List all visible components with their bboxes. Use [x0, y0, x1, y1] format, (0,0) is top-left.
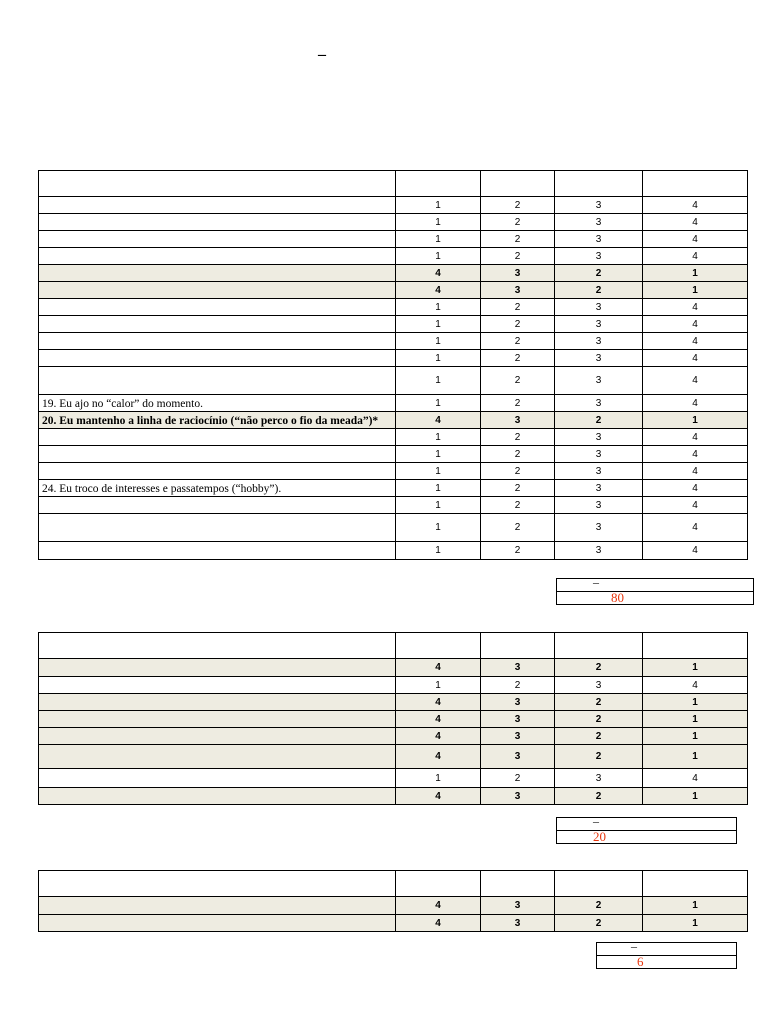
- score-option-3: 2: [555, 265, 643, 282]
- header-cell: [481, 171, 555, 197]
- score-option-2: 2: [481, 231, 555, 248]
- score-option-3: 3: [555, 333, 643, 350]
- score-option-2: 2: [481, 333, 555, 350]
- score-option-1: 1: [396, 231, 481, 248]
- score-option-4: 4: [643, 248, 748, 265]
- table-row: [39, 745, 748, 769]
- table-row: [39, 711, 748, 728]
- item-label: [39, 248, 396, 265]
- score-option-4: 1: [643, 745, 748, 769]
- score-option-2: 2: [481, 463, 555, 480]
- item-label: [39, 231, 396, 248]
- header-mark: –: [318, 46, 326, 63]
- score-option-1: 1: [396, 463, 481, 480]
- score-option-3: 3: [555, 350, 643, 367]
- item-label: [39, 677, 396, 694]
- score-option-2: 3: [481, 745, 555, 769]
- item-label: [39, 711, 396, 728]
- score-option-4: 4: [643, 231, 748, 248]
- score-option-2: 3: [481, 728, 555, 745]
- score-option-1: 1: [396, 333, 481, 350]
- score-option-1: 1: [396, 316, 481, 333]
- score-option-2: 2: [481, 429, 555, 446]
- score-box-2: [556, 814, 737, 844]
- item-label: [39, 446, 396, 463]
- score-option-4: 1: [643, 788, 748, 805]
- header-cell: [643, 171, 748, 197]
- header-cell: [555, 171, 643, 197]
- header-cell: [643, 871, 748, 897]
- item-label: 20. Eu mantenho a linha de raciocínio (“não perco o fio da meada”)*: [39, 412, 396, 429]
- score-option-2: 2: [481, 446, 555, 463]
- score-option-2: 3: [481, 412, 555, 429]
- score-option-2: 3: [481, 711, 555, 728]
- score-option-3: 3: [555, 542, 643, 560]
- score-option-1: 4: [396, 788, 481, 805]
- score-option-4: 4: [643, 197, 748, 214]
- score-box-1-value: 80: [611, 590, 624, 605]
- score-option-4: 1: [643, 897, 748, 915]
- score-option-2: 2: [481, 350, 555, 367]
- table-row: [39, 514, 748, 542]
- score-option-4: 4: [643, 463, 748, 480]
- score-option-2: 2: [481, 497, 555, 514]
- header-cell: [643, 633, 748, 659]
- score-option-1: 4: [396, 659, 481, 677]
- item-label: [39, 463, 396, 480]
- score-option-2: 3: [481, 897, 555, 915]
- score-option-1: 1: [396, 677, 481, 694]
- score-option-4: 4: [643, 350, 748, 367]
- score-option-2: 2: [481, 514, 555, 542]
- score-option-3: 2: [555, 788, 643, 805]
- table-row: [39, 282, 748, 299]
- score-option-3: 2: [555, 915, 643, 932]
- item-label: [39, 728, 396, 745]
- score-option-4: 4: [643, 446, 748, 463]
- score-option-4: 1: [643, 282, 748, 299]
- score-option-2: 2: [481, 299, 555, 316]
- item-label: [39, 299, 396, 316]
- score-option-3: 2: [555, 711, 643, 728]
- score-option-3: 3: [555, 514, 643, 542]
- score-box-3: [596, 939, 737, 969]
- score-option-1: 1: [396, 542, 481, 560]
- score-option-1: 1: [396, 197, 481, 214]
- score-option-3: 3: [555, 769, 643, 788]
- table-row: [39, 197, 748, 214]
- header-cell: [39, 633, 396, 659]
- table-header-row: [39, 871, 748, 897]
- header-cell: [396, 171, 481, 197]
- score-option-4: 4: [643, 514, 748, 542]
- table-row: [39, 463, 748, 480]
- table-row: [39, 769, 748, 788]
- item-label: [39, 659, 396, 677]
- table-row: [39, 915, 748, 932]
- score-option-2: 2: [481, 395, 555, 412]
- table-row: [39, 497, 748, 514]
- table-row: [39, 480, 748, 497]
- table-row: [39, 788, 748, 805]
- item-label: [39, 897, 396, 915]
- score-option-4: 1: [643, 659, 748, 677]
- item-label: [39, 197, 396, 214]
- score-option-3: 2: [555, 897, 643, 915]
- table-header-row: [39, 171, 748, 197]
- header-cell: [396, 871, 481, 897]
- score-option-4: 4: [643, 677, 748, 694]
- item-label: [39, 429, 396, 446]
- score-option-3: 3: [555, 677, 643, 694]
- score-option-4: 4: [643, 395, 748, 412]
- item-label: [39, 694, 396, 711]
- header-cell: [39, 171, 396, 197]
- score-option-1: 4: [396, 694, 481, 711]
- table-row: [39, 333, 748, 350]
- table-row: [39, 446, 748, 463]
- score-box-1: [556, 575, 754, 605]
- item-label: 24. Eu troco de interesses e passatempos (“hobby”).: [39, 480, 396, 497]
- score-option-4: 4: [643, 480, 748, 497]
- score-option-4: 1: [643, 694, 748, 711]
- table-row: [39, 395, 748, 412]
- table-row: [39, 542, 748, 560]
- score-option-3: 3: [555, 395, 643, 412]
- score-option-3: 3: [555, 316, 643, 333]
- score-option-3: 2: [555, 694, 643, 711]
- item-label: [39, 788, 396, 805]
- item-label: [39, 542, 396, 560]
- table-row: [39, 265, 748, 282]
- score-option-2: 3: [481, 265, 555, 282]
- score-option-4: 4: [643, 542, 748, 560]
- item-label: [39, 497, 396, 514]
- score-option-3: 3: [555, 480, 643, 497]
- score-option-1: 4: [396, 915, 481, 932]
- score-option-1: 1: [396, 299, 481, 316]
- table-row: [39, 728, 748, 745]
- item-label: [39, 333, 396, 350]
- score-option-2: 2: [481, 248, 555, 265]
- item-label: [39, 915, 396, 932]
- score-option-2: 3: [481, 694, 555, 711]
- item-label: [39, 514, 396, 542]
- score-option-4: 4: [643, 333, 748, 350]
- score-option-2: 2: [481, 197, 555, 214]
- item-label: [39, 367, 396, 395]
- item-label: 19. Eu ajo no “calor” do momento.: [39, 395, 396, 412]
- score-option-4: 1: [643, 412, 748, 429]
- score-option-2: 2: [481, 480, 555, 497]
- table-row: [39, 214, 748, 231]
- questionnaire-table-3: [38, 870, 748, 932]
- table-row: [39, 248, 748, 265]
- score-option-2: 3: [481, 788, 555, 805]
- score-option-3: 2: [555, 659, 643, 677]
- score-option-2: 2: [481, 214, 555, 231]
- score-option-1: 1: [396, 395, 481, 412]
- score-option-1: 4: [396, 265, 481, 282]
- score-option-3: 3: [555, 299, 643, 316]
- score-option-1: 1: [396, 446, 481, 463]
- table-row: [39, 659, 748, 677]
- score-option-3: 3: [555, 429, 643, 446]
- score-box-2-mark: –: [593, 814, 599, 828]
- score-option-4: 4: [643, 769, 748, 788]
- score-option-2: 2: [481, 542, 555, 560]
- score-option-2: 2: [481, 769, 555, 788]
- score-option-4: 1: [643, 711, 748, 728]
- score-option-1: 1: [396, 367, 481, 395]
- score-option-4: 1: [643, 728, 748, 745]
- header-cell: [481, 871, 555, 897]
- item-label: [39, 265, 396, 282]
- score-option-4: 4: [643, 497, 748, 514]
- score-option-1: 1: [396, 429, 481, 446]
- score-option-4: 4: [643, 214, 748, 231]
- score-box-1-mark: –: [593, 575, 599, 589]
- score-option-4: 4: [643, 299, 748, 316]
- table-row: [39, 231, 748, 248]
- item-label: [39, 316, 396, 333]
- score-box-3-mark: –: [631, 939, 637, 953]
- score-option-3: 3: [555, 248, 643, 265]
- header-cell: [39, 871, 396, 897]
- score-option-3: 2: [555, 745, 643, 769]
- item-label: [39, 350, 396, 367]
- score-option-4: 1: [643, 265, 748, 282]
- table-row: [39, 367, 748, 395]
- item-label: [39, 769, 396, 788]
- score-option-4: 4: [643, 316, 748, 333]
- questionnaire-table-1: [38, 170, 748, 560]
- score-option-2: 2: [481, 367, 555, 395]
- score-option-3: 3: [555, 463, 643, 480]
- score-option-1: 1: [396, 350, 481, 367]
- table-row: [39, 299, 748, 316]
- score-option-3: 3: [555, 367, 643, 395]
- item-label: [39, 282, 396, 299]
- score-option-3: 2: [555, 728, 643, 745]
- score-option-1: 4: [396, 728, 481, 745]
- score-option-4: 1: [643, 915, 748, 932]
- table-row: [39, 350, 748, 367]
- score-option-4: 4: [643, 429, 748, 446]
- table-header-row: [39, 633, 748, 659]
- score-option-1: 1: [396, 214, 481, 231]
- header-cell: [481, 633, 555, 659]
- score-option-2: 2: [481, 677, 555, 694]
- score-option-3: 3: [555, 497, 643, 514]
- score-option-1: 4: [396, 897, 481, 915]
- header-cell: [555, 633, 643, 659]
- score-option-3: 2: [555, 412, 643, 429]
- score-option-1: 4: [396, 711, 481, 728]
- table-row: [39, 412, 748, 429]
- score-option-3: 2: [555, 282, 643, 299]
- score-option-3: 3: [555, 197, 643, 214]
- table-row: [39, 694, 748, 711]
- score-option-1: 4: [396, 412, 481, 429]
- table-row: [39, 316, 748, 333]
- score-option-2: 3: [481, 282, 555, 299]
- score-option-1: 1: [396, 497, 481, 514]
- score-option-2: 2: [481, 316, 555, 333]
- score-option-3: 3: [555, 446, 643, 463]
- score-box-2-value: 20: [593, 829, 606, 844]
- score-option-1: 1: [396, 248, 481, 265]
- score-option-1: 1: [396, 769, 481, 788]
- score-option-1: 1: [396, 514, 481, 542]
- score-box-3-value: 6: [637, 954, 644, 969]
- item-label: [39, 745, 396, 769]
- table-row: [39, 677, 748, 694]
- table-row: [39, 429, 748, 446]
- questionnaire-table-2: [38, 632, 748, 805]
- table-row: [39, 897, 748, 915]
- score-option-2: 3: [481, 659, 555, 677]
- item-label: [39, 214, 396, 231]
- header-cell: [555, 871, 643, 897]
- score-option-1: 4: [396, 282, 481, 299]
- score-option-3: 3: [555, 214, 643, 231]
- header-cell: [396, 633, 481, 659]
- score-option-4: 4: [643, 367, 748, 395]
- score-option-2: 3: [481, 915, 555, 932]
- score-option-1: 1: [396, 480, 481, 497]
- score-option-3: 3: [555, 231, 643, 248]
- score-option-1: 4: [396, 745, 481, 769]
